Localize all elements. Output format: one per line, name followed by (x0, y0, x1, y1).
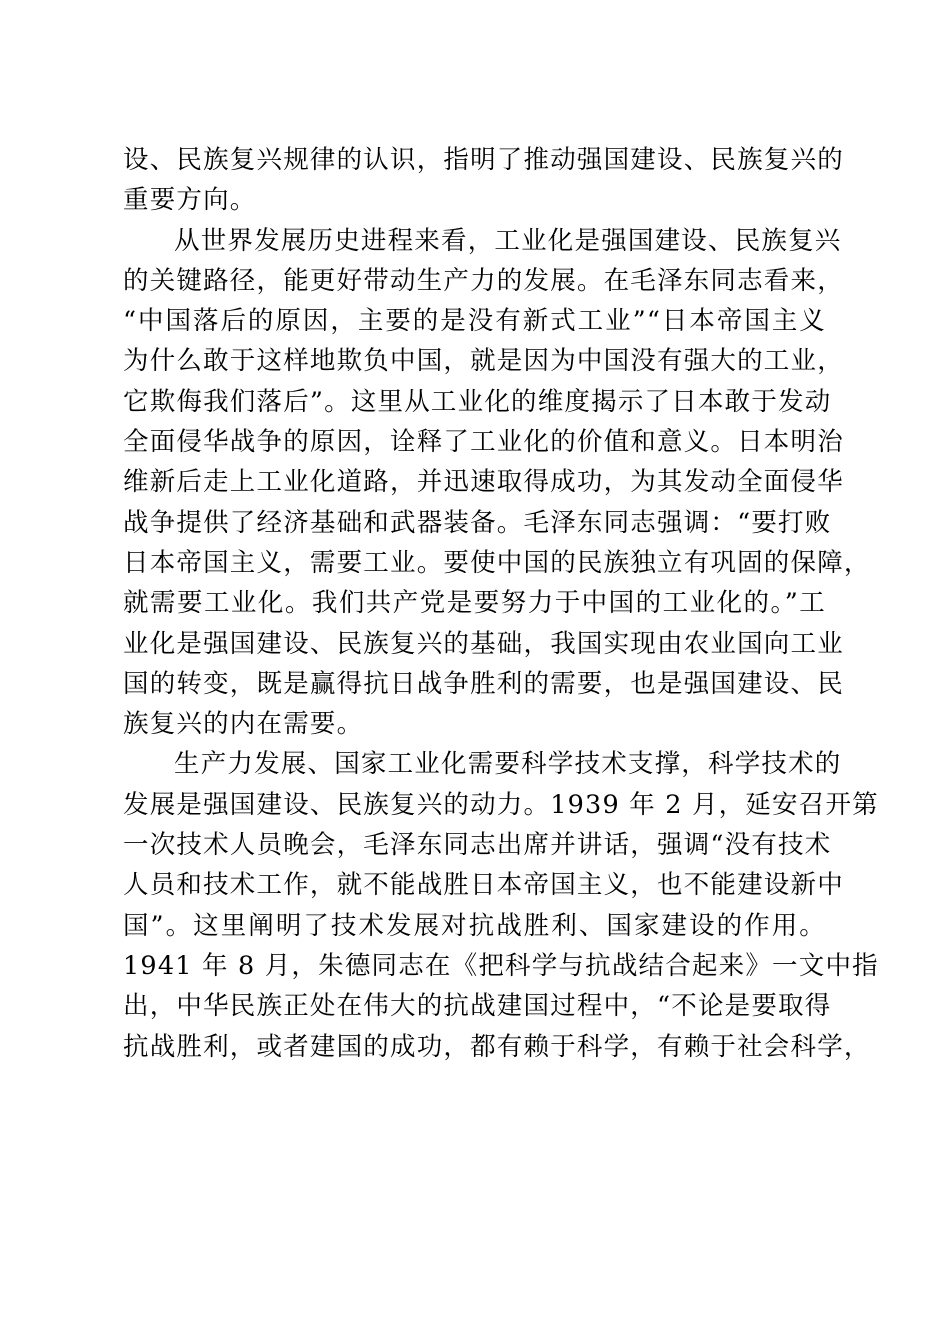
text-line: 国的转变，既是赢得抗日战争胜利的需要，也是强国建设、民 (123, 668, 844, 699)
text-line: 发展是强国建设、民族复兴的动力。1939 年 2 月，延安召开第 (123, 789, 879, 820)
text-line: 1941 年 8 月，朱德同志在《把科学与抗战结合起来》一文中指 (123, 950, 879, 981)
text-line: 一次技术人员晚会，毛泽东同志出席并讲话，强调“没有技术 (123, 830, 832, 861)
text-line: 业化是强国建设、民族复兴的基础，我国实现由农业国向工业 (123, 628, 844, 659)
paragraph-start-line: 从世界发展历史进程来看，工业化是强国建设、民族复兴 (174, 225, 842, 256)
text-line: 设、民族复兴规律的认识，指明了推动强国建设、民族复兴的 (123, 145, 844, 175)
text-line: 抗战胜利，或者建国的成功，都有赖于科学，有赖于社会科学， (123, 1031, 871, 1062)
text-line: 族复兴的内在需要。 (123, 709, 364, 740)
text-line: 重要方向。 (123, 185, 257, 216)
text-line: 它欺侮我们落后”。这里从工业化的维度揭示了日本敢于发动 (123, 386, 832, 417)
text-line: 国”。这里阐明了技术发展对抗战胜利、国家建设的作用。 (123, 910, 826, 941)
text-line: 出，中华民族正处在伟大的抗战建国过程中，“不论是要取得 (123, 991, 832, 1022)
text-line: 为什么敢于这样地欺负中国，就是因为中国没有强大的工业， (123, 346, 844, 377)
body-text (123, 140, 879, 1067)
text-line: 就需要工业化。我们共产党是要努力于中国的工业化的。”工 (123, 588, 826, 619)
text-line: 全面侵华战争的原因，诠释了工业化的价值和意义。日本明治 (123, 427, 844, 458)
text-line: 的关键路径，能更好带动生产力的发展。在毛泽东同志看来， (123, 265, 844, 296)
text-line: 战争提供了经济基础和武器装备。毛泽东同志强调：“要打败 (123, 507, 832, 538)
text-line: 维新后走上工业化道路，并迅速取得成功，为其发动全面侵华 (123, 467, 844, 498)
text-line: 人员和技术工作，就不能战胜日本帝国主义，也不能建设新中 (123, 870, 844, 901)
text-line: 日本帝国主义，需要工业。要使中国的民族独立有巩固的保障， (123, 547, 871, 578)
text-line: “中国落后的原因，主要的是没有新式工业”“日本帝国主义 (123, 306, 826, 337)
paragraph-start-line: 生产力发展、国家工业化需要科学技术支撑，科学技术的 (174, 749, 842, 780)
